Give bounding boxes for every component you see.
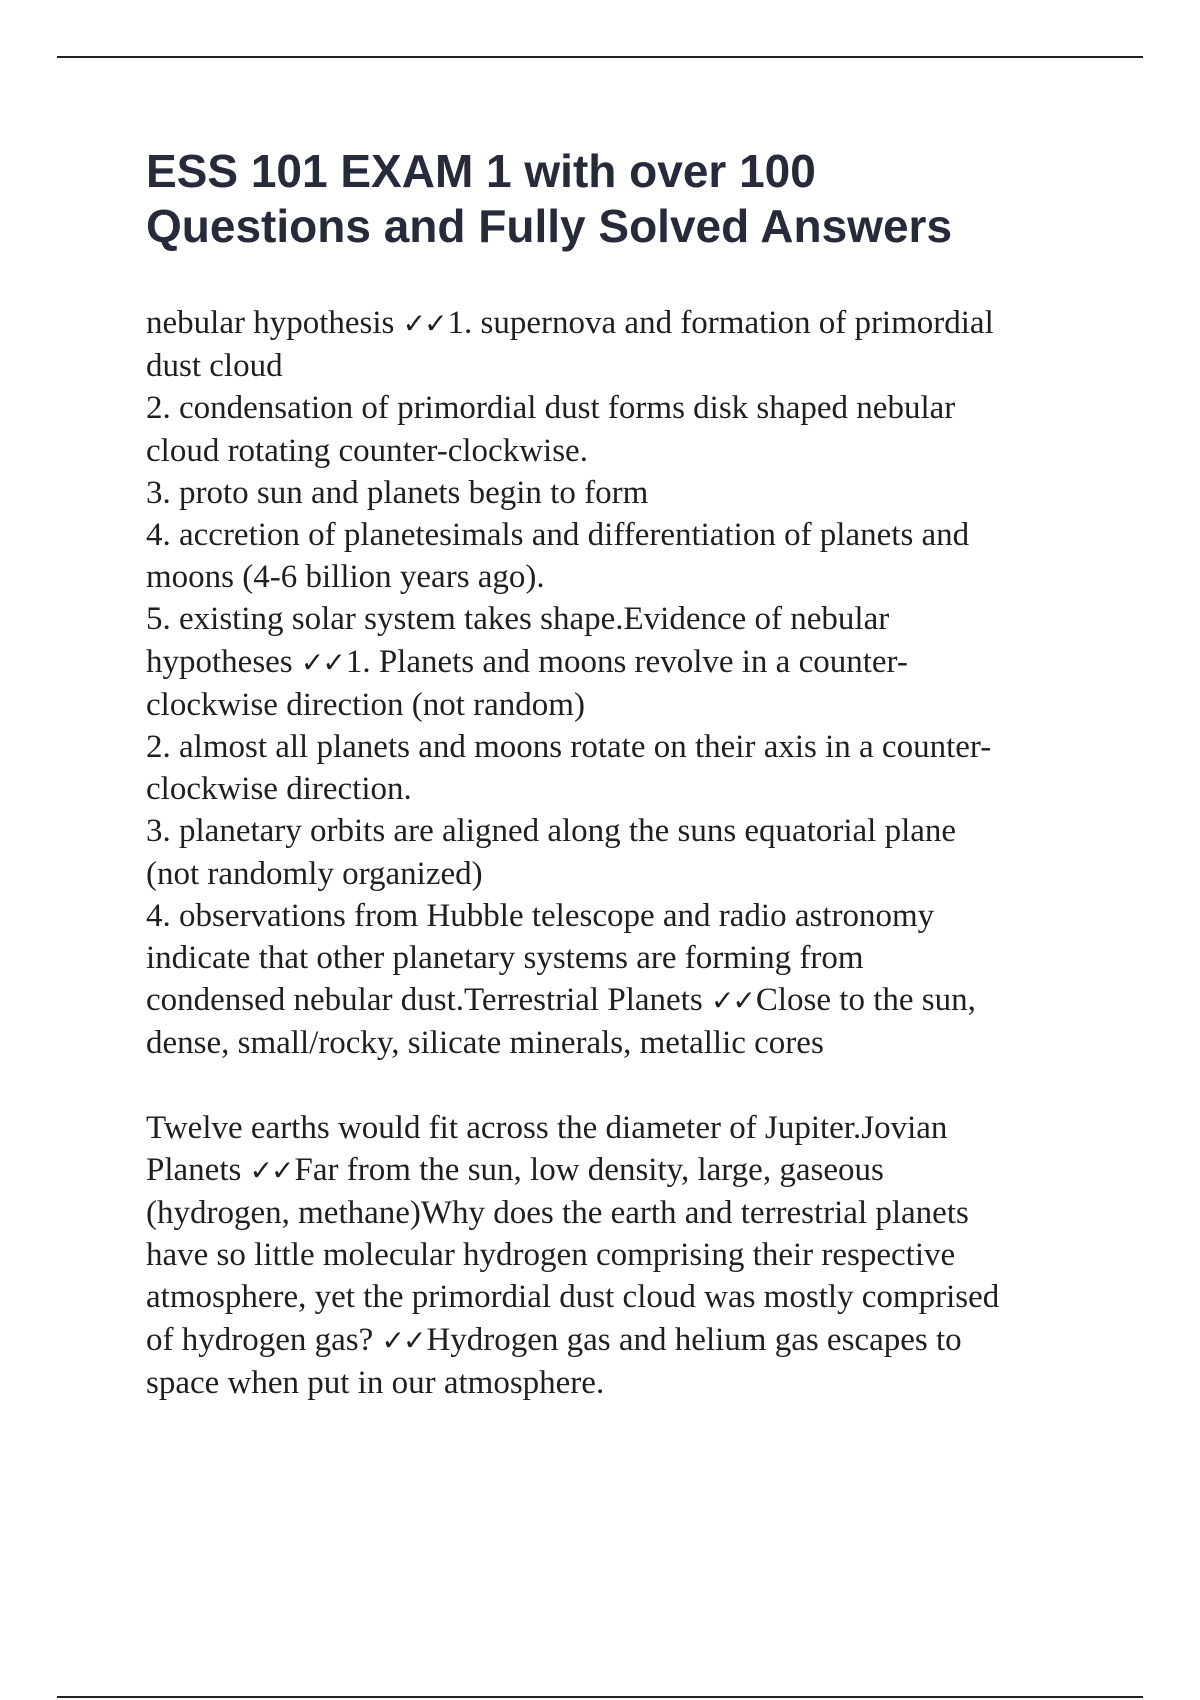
text-line [146, 641, 1096, 684]
text-span: 1. supernova and formation of primordial [447, 305, 994, 341]
text-line: space when put in our atmosphere. [146, 1364, 605, 1401]
page-title [146, 144, 1126, 254]
text-line: 2. condensation of primordial dust forms disk shaped nebular [146, 390, 956, 427]
text-line [146, 979, 1096, 1022]
text-line: (not randomly organized) [146, 855, 483, 892]
text-span: Close to the sun, [755, 982, 976, 1019]
check-mark-icon: ✓✓ [710, 984, 754, 1018]
text-line: 5. existing solar system takes shape.Evidence of nebular [146, 601, 890, 638]
check-mark-icon: ✓✓ [249, 1153, 293, 1187]
text-span: Planets [146, 1151, 250, 1188]
text-line [146, 302, 1096, 345]
text-span: 1. Planets and moons revolve in a counter- [345, 643, 908, 680]
check-mark-icon: ✓✓ [381, 1323, 425, 1357]
text-span: hypotheses [146, 643, 301, 680]
text-span: condensed nebular dust.Terrestrial Planets [146, 982, 711, 1019]
text-line: 4. observations from Hubble telescope and radio astronomy [146, 897, 935, 934]
text-span: of hydrogen gas? [146, 1321, 382, 1358]
text-span: Far from the sun, low density, large, gaseous [294, 1151, 884, 1188]
text-line: Twelve earths would fit across the diameter of Jupiter.Jovian [146, 1109, 948, 1146]
top-rule [57, 56, 1143, 58]
document-body [146, 302, 1096, 1404]
check-mark-icon: ✓✓ [402, 307, 446, 340]
text-line: 2. almost all planets and moons rotate on their axis in a counter- [146, 729, 992, 766]
text-line: dense, small/rocky, silicate minerals, metallic cores [146, 1025, 824, 1062]
text-line: cloud rotating counter-clockwise. [146, 432, 588, 469]
title-line-1: ESS 101 EXAM 1 with over 100 [146, 145, 816, 197]
text-line: 3. planetary orbits are aligned along the suns equatorial plane [146, 813, 957, 850]
text-line [146, 1319, 1096, 1362]
text-line: have so little molecular hydrogen comprising their respective [146, 1237, 956, 1274]
text-line: (hydrogen, methane)Why does the earth and terrestrial planets [146, 1195, 969, 1232]
text-line: 4. accretion of planetesimals and differentiation of planets and [146, 517, 970, 554]
text-span: nebular hypothesis [146, 305, 403, 341]
text-line: 3. proto sun and planets begin to form [146, 474, 649, 511]
text-line: dust cloud [146, 348, 283, 385]
text-line: clockwise direction. [146, 771, 412, 808]
text-line: moons (4-6 billion years ago). [146, 559, 545, 596]
bottom-rule [57, 1696, 1143, 1698]
text-line: indicate that other planetary systems are forming from [146, 940, 864, 977]
text-line: clockwise direction (not random) [146, 686, 585, 723]
title-line-2: Questions and Fully Solved Answers [146, 200, 953, 252]
text-span: Hydrogen gas and helium gas escapes to [426, 1321, 962, 1358]
text-line [146, 1149, 1096, 1192]
check-mark-icon: ✓✓ [300, 645, 344, 679]
paragraph-gap [146, 1065, 1096, 1107]
text-line: atmosphere, yet the primordial dust cloud was mostly comprised [146, 1279, 1000, 1316]
